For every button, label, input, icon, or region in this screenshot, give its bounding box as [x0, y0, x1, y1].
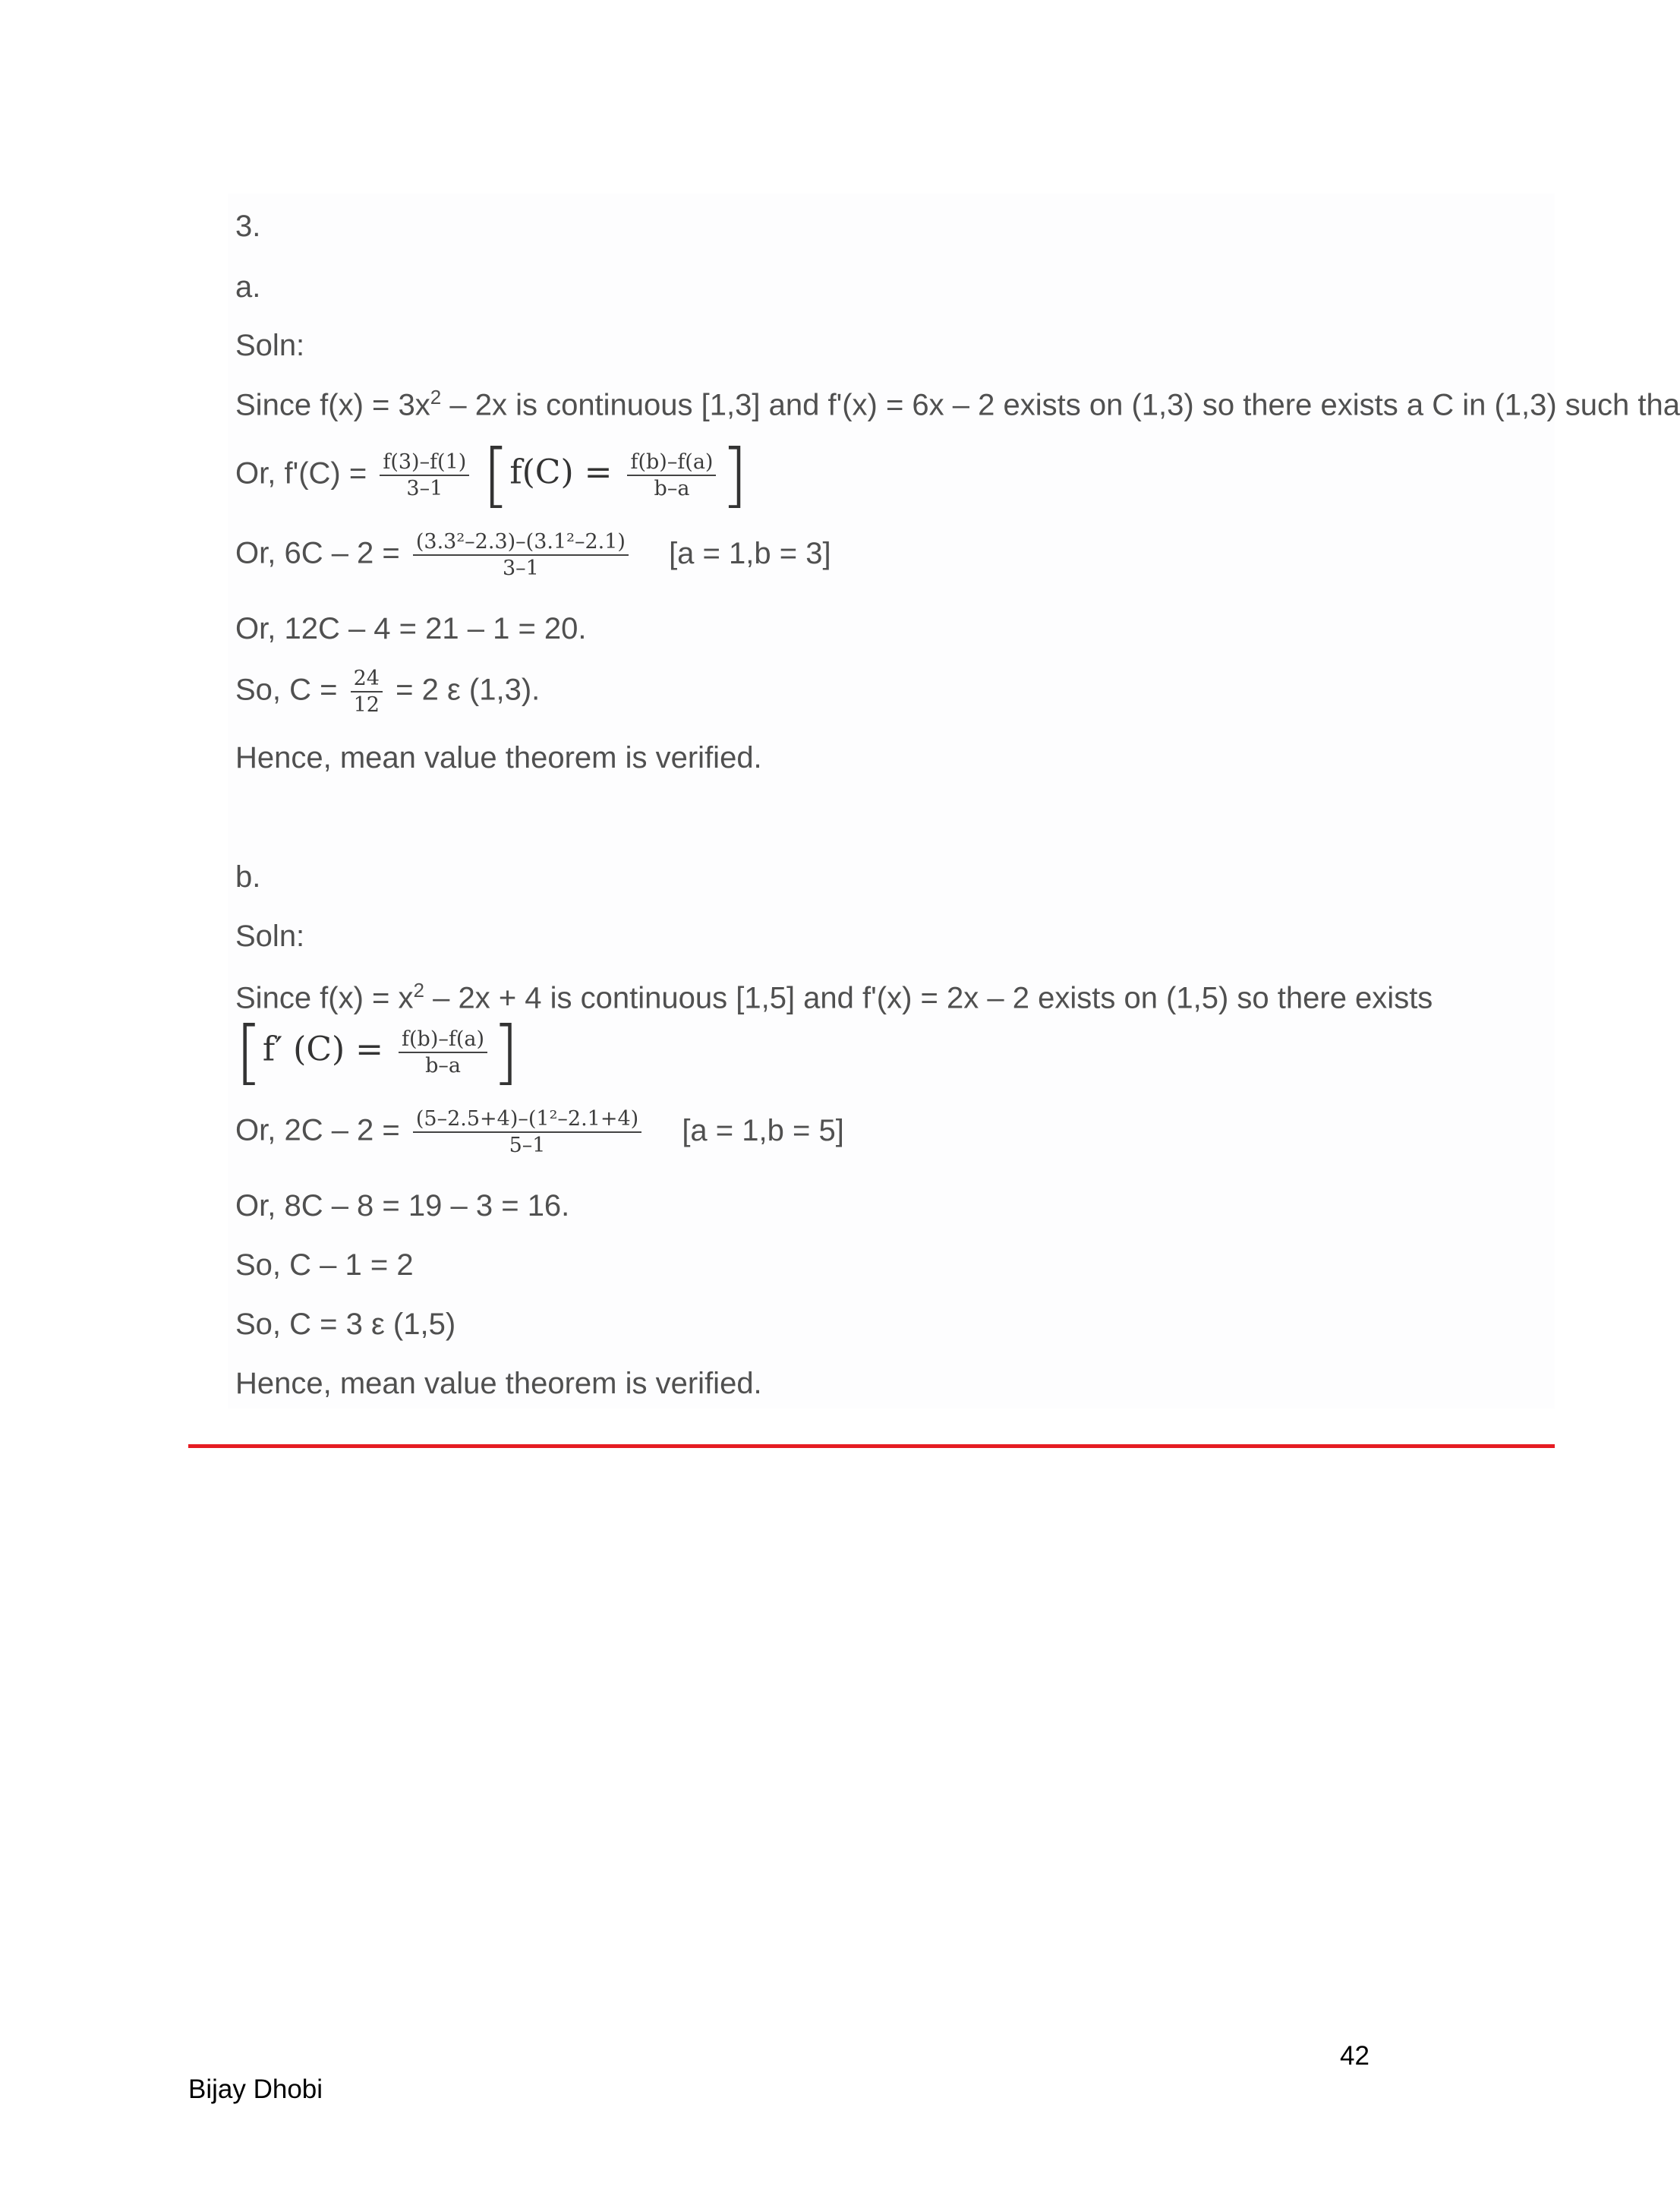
part-b-statement-prefix: Since f(x) = x — [235, 981, 414, 1015]
eq1-denominator: 3–1 — [406, 477, 443, 500]
part-b-statement-suffix: – 2x + 4 is continuous [1,5] and f'(x) = 2x – 2 exists on (1,5) so there exists — [424, 981, 1433, 1015]
eq2-numerator: (5–2.5+4)–(1²–2.1+4) — [413, 1109, 641, 1133]
eq2-prefix: Or, 6C – 2 = — [235, 536, 408, 570]
eq2-fraction — [413, 532, 629, 579]
right-bracket: ] — [720, 434, 749, 516]
part-b-soln-heading: Soln: — [235, 920, 305, 953]
part-b-exponent: 2 — [413, 979, 424, 1002]
part-a-statement — [235, 387, 1680, 420]
left-bracket: [ — [482, 434, 510, 516]
part-b-equation-2 — [235, 1109, 844, 1156]
red-divider-line — [188, 1444, 1555, 1448]
eq2-condition: [a = 1,b = 5] — [682, 1113, 844, 1147]
part-b-equation-5: So, C = 3 ε (1,5) — [235, 1308, 456, 1341]
eq2-fraction — [413, 1109, 641, 1156]
eq1-prefix: Or, f'(C) = — [235, 456, 376, 491]
solution-screenshot — [228, 194, 1680, 1409]
eq2-condition: [a = 1,b = 3] — [669, 536, 831, 570]
eq4-fraction — [351, 668, 383, 715]
eq1-fraction — [380, 452, 469, 499]
right-bracket: ] — [492, 1011, 519, 1093]
part-b-statement — [235, 980, 1433, 1013]
part-a-statement-prefix: Since f(x) = 3x — [235, 388, 430, 422]
part-a-exponent: 2 — [430, 386, 442, 409]
part-a-statement-suffix: – 2x is continuous [1,3] and f'(x) = 6x – 2 exists on (1,3) so there exists a C in (1,3) such tha — [441, 388, 1680, 422]
page-number: 42 — [1340, 2041, 1370, 2071]
part-b-conclusion: Hence, mean value theorem is verified. — [235, 1367, 762, 1400]
eq1-numerator: f(3)–f(1) — [380, 452, 469, 476]
eq1-bracket-numerator: f(b)–f(a) — [627, 452, 716, 476]
eq1-bracket-lhs: f(C) = — [509, 453, 623, 492]
problem-number: 3. — [235, 210, 261, 243]
part-a-equation-3: Or, 12C – 4 = 21 – 1 = 20. — [235, 612, 587, 645]
part-a-label: a. — [235, 270, 261, 304]
eq1-bracket-denominator: b–a — [654, 477, 690, 500]
eq4-denominator: 12 — [353, 693, 380, 717]
part-a-equation-1 — [235, 434, 749, 516]
formula-numerator: f(b)–f(a) — [399, 1029, 487, 1053]
part-b-equation-4: So, C – 1 = 2 — [235, 1248, 414, 1282]
formula-lhs: f′ (C) = — [262, 1030, 395, 1069]
part-b-mvt-formula — [235, 1011, 519, 1093]
author-name: Bijay Dhobi — [188, 2074, 323, 2104]
part-a-equation-4 — [235, 668, 540, 715]
formula-denominator: b–a — [425, 1054, 461, 1077]
part-b-label: b. — [235, 860, 261, 894]
part-b-equation-3: Or, 8C – 8 = 19 – 3 = 16. — [235, 1189, 570, 1223]
eq4-prefix: So, C = — [235, 673, 346, 707]
left-bracket: [ — [235, 1011, 263, 1093]
eq2-denominator: 5–1 — [509, 1134, 546, 1157]
eq4-numerator: 24 — [351, 668, 383, 693]
eq1-bracket-fraction — [627, 452, 716, 499]
eq2-prefix: Or, 2C – 2 = — [235, 1113, 408, 1147]
eq2-numerator: (3.3²–2.3)–(3.1²–2.1) — [413, 532, 629, 556]
part-a-soln-heading: Soln: — [235, 329, 305, 362]
eq2-denominator: 3–1 — [502, 557, 539, 580]
part-a-equation-2 — [235, 532, 831, 579]
part-a-conclusion: Hence, mean value theorem is verified. — [235, 741, 762, 775]
eq4-suffix: = 2 ε (1,3). — [396, 673, 541, 707]
formula-fraction — [399, 1029, 487, 1076]
